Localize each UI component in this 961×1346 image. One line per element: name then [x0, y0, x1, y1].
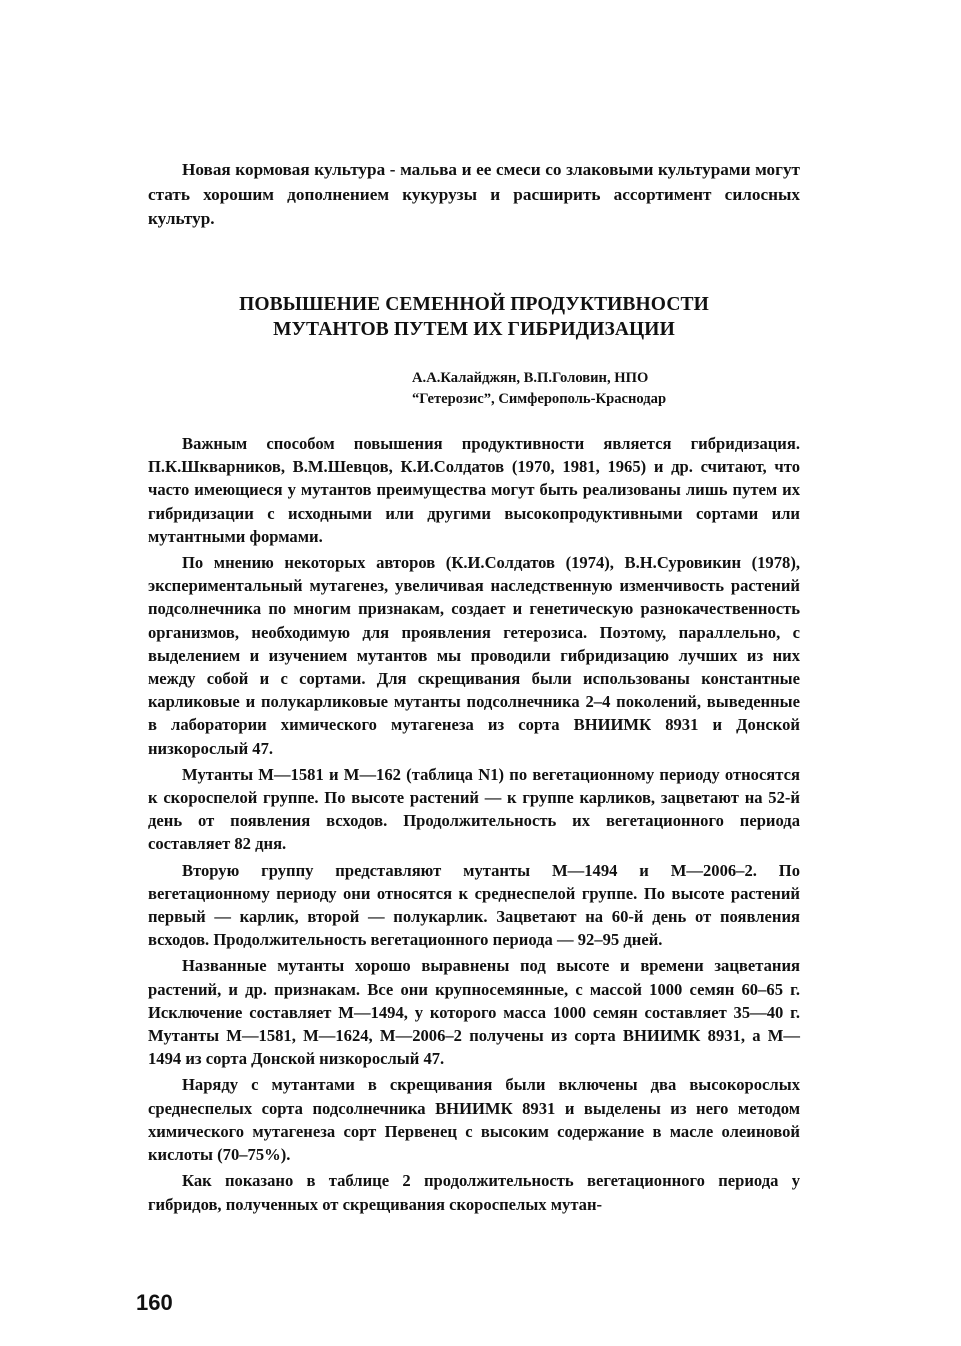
body-paragraph-5: Названные мутанты хорошо выравнены под высоте и времени зацветания растений, и др. признакам. Все они крупносемянные, с массой 1000 семян 60–65 г. Исключение составляет М—1494, у которого масса 1000 семян составляет 35—40 г. Мутанты М—1581, М—1624, М—2006–2 получены из сорта ВНИИМК 8931, а М—1494 из сорта Донской низкорослый 47.	[148, 956, 800, 1069]
title-line-2: МУТАНТОВ ПУТЕМ ИХ ГИБРИДИЗАЦИИ	[273, 319, 675, 340]
authors-line-1: А.А.Калайджян, В.П.Головин, НПО	[412, 370, 649, 386]
body-paragraph-1: Важным способом повышения продуктивности является гибридизация. П.К.Шкварников, В.М.Шевцов, К.И.Солдатов (1970, 1981, 1965) и др. считают, что часто имеющиеся у мутантов преимущества могут быть реализованы лишь путем их гибридизации с исходными или другими высокопродуктивными сортами или мутантными формами.	[148, 434, 800, 546]
body-paragraph-7: Как показано в таблице 2 продолжительность вегетационного периода у гибридов, полученных от скрещивания скороспелых мутан-	[148, 1171, 800, 1214]
authors-line-2: “Гетерозис”, Симферополь-Краснодар	[412, 391, 667, 407]
page-number: 160	[136, 1290, 173, 1315]
article-body	[148, 432, 800, 1219]
article-authors	[412, 368, 812, 410]
title-line-1: ПОВЫШЕНИЕ СЕМЕННОЙ ПРОДУКТИВНОСТИ	[239, 294, 709, 315]
body-paragraph-4: Вторую группу представляют мутанты М—1494 и М—2006–2. По вегетационному периоду они относятся к среднеспелой группе. По высоте растений первый — карлик, второй — полукарлик. Зацветают на 60-й день от появления всходов. Продолжительность вегетационного периода — 92–95 дней.	[148, 860, 800, 950]
intro-paragraph: Новая кормовая культура - мальва и ее смеси со злаковыми культурами могут стать хорошим дополнением кукурузы и расширить ассортимент силосных культур.	[148, 160, 800, 228]
body-paragraph-2: По мнению некоторых авторов (К.И.Солдатов (1974), В.Н.Суровикин (1978), экспериментальный мутагенез, увеличивая наследственную изменчивость растений подсолнечника по многим признакам, создает и генетическую разнокачественность организмов, необходимую для проявления гетерозиса. Поэтому, параллельно, с выделением и изучением мутантов мы проводили гибридизацию лучших из них между собой и с сортами. Для скрещивания были использованы константные карликовые и полукарликовые мутанты подсолнечника 2–4 поколений, выведенные в лаборатории химического мутагенеза из сорта ВНИИМК 8931 и Донской низкорослый 47.	[148, 553, 800, 758]
body-paragraph-6: Наряду с мутантами в скрещивания были включены два высокорослых среднеспелых сорта подсолнечника ВНИИМК 8931 и выделены из него методом химического мутагенеза сорт Первенец с высоким содержание в масле олеиновой кислоты (70–75%).	[148, 1075, 800, 1165]
article-title	[148, 292, 800, 342]
body-paragraph-3: Мутанты М—1581 и М—162 (таблица N1) по вегетационному периоду относятся к скороспелой группе. По высоте растений — к группе карликов, зацветают на 52-й день от появления всходов. Продолжительность их вегетационного периода составляет 82 дня.	[148, 764, 800, 854]
